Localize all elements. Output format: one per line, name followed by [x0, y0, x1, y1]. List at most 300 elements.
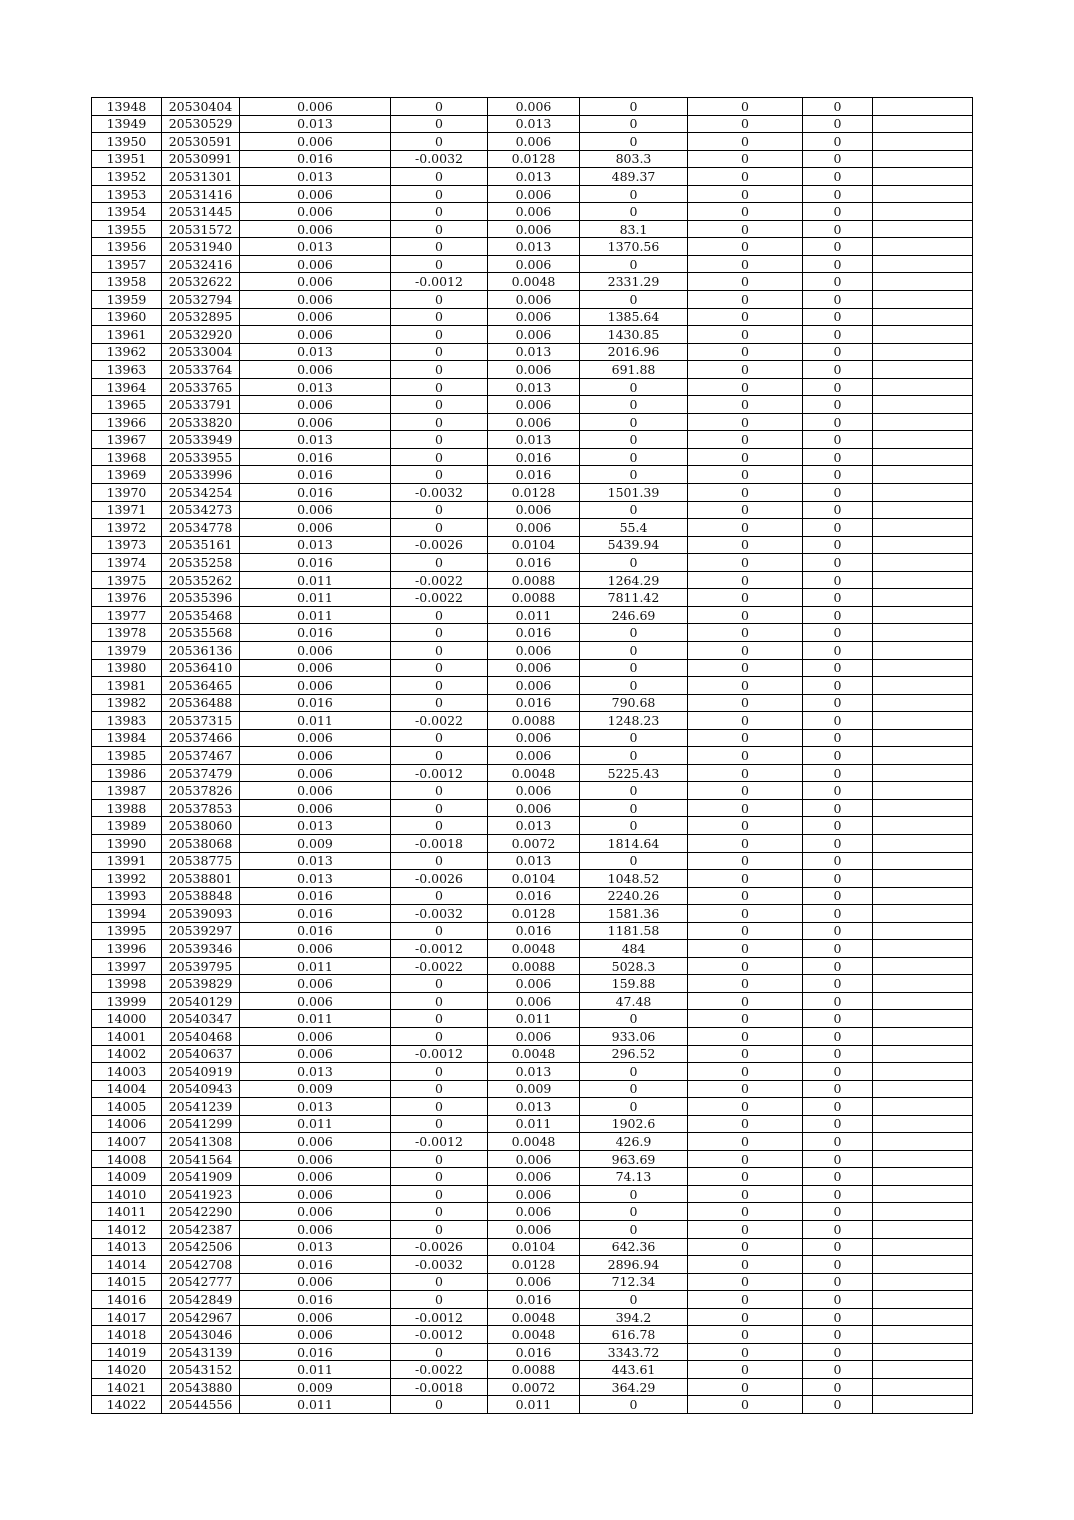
table-cell: 13957	[92, 255, 162, 273]
table-cell: 0	[803, 782, 873, 800]
table-cell: 0	[688, 1168, 803, 1186]
table-cell: 0	[688, 659, 803, 677]
table-cell: 0	[391, 1185, 488, 1203]
table-cell: 20543139	[162, 1343, 240, 1361]
table-cell	[873, 992, 973, 1010]
table-cell: 0	[580, 185, 688, 203]
table-cell: 0	[803, 326, 873, 344]
table-cell: 0	[688, 98, 803, 116]
table-cell: -0.0012	[391, 1133, 488, 1151]
table-row	[92, 378, 973, 396]
table-cell: 616.78	[580, 1326, 688, 1344]
table-cell: 0	[391, 220, 488, 238]
table-cell: 0	[803, 1080, 873, 1098]
table-cell: 13981	[92, 677, 162, 695]
table-cell: 0	[688, 712, 803, 730]
table-cell	[873, 431, 973, 449]
table-cell: 0	[803, 1168, 873, 1186]
table-row	[92, 992, 973, 1010]
table-cell: 13983	[92, 712, 162, 730]
table-cell: 0	[688, 1133, 803, 1151]
table-cell: 0	[688, 291, 803, 309]
table-cell: 0	[803, 220, 873, 238]
table-cell: 0.006	[488, 782, 580, 800]
table-cell: 83.1	[580, 220, 688, 238]
table-cell: 20538060	[162, 817, 240, 835]
table-cell: -0.0022	[391, 712, 488, 730]
table-cell: 0.006	[240, 220, 391, 238]
table-cell: 0	[391, 641, 488, 659]
table-cell: 0	[391, 361, 488, 379]
table-row	[92, 413, 973, 431]
table-cell: 0	[391, 1115, 488, 1133]
table-cell: 0.0088	[488, 957, 580, 975]
table-cell: 0.006	[488, 729, 580, 747]
table-cell: 20531301	[162, 168, 240, 186]
table-row	[92, 308, 973, 326]
table-cell: 0	[803, 1203, 873, 1221]
table-cell	[873, 571, 973, 589]
table-cell: 394.2	[580, 1308, 688, 1326]
table-cell: 0.006	[240, 519, 391, 537]
table-cell	[873, 1378, 973, 1396]
table-cell: 13990	[92, 834, 162, 852]
table-cell	[873, 922, 973, 940]
table-row	[92, 536, 973, 554]
table-cell	[873, 1326, 973, 1344]
table-cell: 1370.56	[580, 238, 688, 256]
table-row	[92, 624, 973, 642]
table-cell	[873, 940, 973, 958]
table-cell	[873, 1291, 973, 1309]
table-cell: 0	[391, 729, 488, 747]
table-cell: 0	[803, 536, 873, 554]
table-cell: 0	[688, 747, 803, 765]
table-cell: 13973	[92, 536, 162, 554]
table-cell: 0	[688, 694, 803, 712]
table-cell	[873, 1080, 973, 1098]
table-cell: 13974	[92, 554, 162, 572]
table-cell: 0.006	[488, 747, 580, 765]
table-cell: 0.013	[488, 343, 580, 361]
table-cell: 0	[688, 870, 803, 888]
table-cell: 0	[803, 238, 873, 256]
table-cell: 0	[580, 1203, 688, 1221]
table-cell: -0.0012	[391, 273, 488, 291]
table-cell: 0	[803, 729, 873, 747]
table-cell: 0.016	[488, 624, 580, 642]
table-cell: 0	[688, 484, 803, 502]
table-cell: -0.0026	[391, 1238, 488, 1256]
table-cell: 0	[391, 413, 488, 431]
table-cell: 20540468	[162, 1027, 240, 1045]
table-cell: 14009	[92, 1168, 162, 1186]
table-cell: 0	[688, 1080, 803, 1098]
table-cell: 0.009	[488, 1080, 580, 1098]
table-cell: 20530991	[162, 150, 240, 168]
table-cell: 13955	[92, 220, 162, 238]
table-row	[92, 133, 973, 151]
table-cell	[873, 817, 973, 835]
table-row	[92, 466, 973, 484]
table-cell: 0	[580, 413, 688, 431]
table-cell: 0	[580, 624, 688, 642]
table-cell: 0.013	[240, 852, 391, 870]
table-cell: 0.006	[488, 308, 580, 326]
table-cell: 0.013	[240, 1063, 391, 1081]
table-cell: 0	[803, 817, 873, 835]
table-cell: 0	[580, 729, 688, 747]
table-cell: 0	[688, 185, 803, 203]
table-cell: 0.006	[488, 133, 580, 151]
table-cell: 0.006	[488, 1150, 580, 1168]
table-cell: 2331.29	[580, 273, 688, 291]
table-row	[92, 238, 973, 256]
table-cell: 0.0128	[488, 905, 580, 923]
table-cell: 0	[688, 1326, 803, 1344]
table-cell: 0	[803, 1361, 873, 1379]
table-cell: 0	[580, 677, 688, 695]
table-cell	[873, 852, 973, 870]
table-row	[92, 1396, 973, 1414]
table-cell	[873, 343, 973, 361]
table-cell: 0	[803, 150, 873, 168]
table-cell: 0	[803, 1098, 873, 1116]
table-cell: 0	[688, 799, 803, 817]
table-cell: 0.016	[488, 922, 580, 940]
table-cell: 20541923	[162, 1185, 240, 1203]
table-cell: 5028.3	[580, 957, 688, 975]
table-row	[92, 1343, 973, 1361]
table-cell: 20539346	[162, 940, 240, 958]
table-cell: 0	[688, 852, 803, 870]
table-cell: 0.006	[240, 185, 391, 203]
table-cell: 0.006	[240, 799, 391, 817]
table-cell: 0	[803, 1027, 873, 1045]
table-cell: 0.006	[488, 185, 580, 203]
table-cell: 0	[803, 1010, 873, 1028]
table-cell: 0	[803, 396, 873, 414]
table-cell: 0	[803, 764, 873, 782]
table-cell: 0.011	[240, 1361, 391, 1379]
table-cell: 13980	[92, 659, 162, 677]
table-cell: 159.88	[580, 975, 688, 993]
table-cell: 14019	[92, 1343, 162, 1361]
table-cell: 0	[803, 501, 873, 519]
table-cell: 933.06	[580, 1027, 688, 1045]
table-cell: 20536136	[162, 641, 240, 659]
table-cell: 55.4	[580, 519, 688, 537]
table-cell: 20537826	[162, 782, 240, 800]
table-row	[92, 1221, 973, 1239]
table-cell: 0	[391, 817, 488, 835]
table-cell: 5225.43	[580, 764, 688, 782]
table-cell: 0	[688, 1291, 803, 1309]
table-cell: 0.0128	[488, 484, 580, 502]
table-cell: 0	[688, 238, 803, 256]
table-cell: 443.61	[580, 1361, 688, 1379]
table-cell: 0.011	[488, 1396, 580, 1414]
table-cell: 0	[391, 185, 488, 203]
table-cell	[873, 308, 973, 326]
table-cell: 0	[803, 1326, 873, 1344]
table-cell: 0	[803, 484, 873, 502]
table-cell: 0	[580, 782, 688, 800]
table-row	[92, 799, 973, 817]
table-cell: 0	[688, 168, 803, 186]
table-cell: 0.006	[240, 1203, 391, 1221]
table-cell: 20538848	[162, 887, 240, 905]
table-cell: 0.013	[488, 852, 580, 870]
table-cell: 13951	[92, 150, 162, 168]
table-cell: 0.0048	[488, 1308, 580, 1326]
table-cell: 0	[688, 975, 803, 993]
table-cell: 0.006	[488, 396, 580, 414]
table-cell: 0.013	[488, 817, 580, 835]
table-cell: 0	[688, 431, 803, 449]
table-cell: 0	[391, 1098, 488, 1116]
table-cell: 0.016	[488, 466, 580, 484]
table-cell: 0.009	[240, 1080, 391, 1098]
table-cell: 0.013	[488, 168, 580, 186]
table-cell: 14003	[92, 1063, 162, 1081]
table-cell: 0	[580, 448, 688, 466]
table-cell: 13982	[92, 694, 162, 712]
table-cell	[873, 150, 973, 168]
table-cell: 0.006	[488, 1185, 580, 1203]
table-cell: 790.68	[580, 694, 688, 712]
table-cell: 0	[580, 203, 688, 221]
table-cell: 0.016	[240, 905, 391, 923]
table-cell: 0.016	[488, 1291, 580, 1309]
table-cell: 0.016	[240, 466, 391, 484]
table-cell: 0	[580, 291, 688, 309]
table-cell: 0.006	[240, 1221, 391, 1239]
table-cell: 0	[803, 466, 873, 484]
table-cell: 20535262	[162, 571, 240, 589]
table-cell: 0	[391, 448, 488, 466]
table-cell: 0.006	[240, 203, 391, 221]
table-cell	[873, 887, 973, 905]
table-cell: 13989	[92, 817, 162, 835]
table-cell	[873, 624, 973, 642]
table-row	[92, 817, 973, 835]
table-cell: 0	[688, 1221, 803, 1239]
table-cell: 2896.94	[580, 1256, 688, 1274]
table-cell: 20540919	[162, 1063, 240, 1081]
table-cell: 13975	[92, 571, 162, 589]
table-cell: 0.011	[488, 1115, 580, 1133]
table-cell: 0	[803, 431, 873, 449]
table-cell: 20533955	[162, 448, 240, 466]
table-cell: 0	[803, 905, 873, 923]
table-cell: 0	[391, 238, 488, 256]
table-cell: 0	[803, 554, 873, 572]
table-cell: 2240.26	[580, 887, 688, 905]
table-cell: 2016.96	[580, 343, 688, 361]
table-cell: 13978	[92, 624, 162, 642]
table-row	[92, 519, 973, 537]
table-cell: -0.0032	[391, 484, 488, 502]
table-cell: 0	[803, 799, 873, 817]
table-cell: 13993	[92, 887, 162, 905]
table-cell: 0.006	[240, 98, 391, 116]
table-cell	[873, 1168, 973, 1186]
table-cell: 13958	[92, 273, 162, 291]
table-cell: 0	[391, 1291, 488, 1309]
table-cell: 0.006	[240, 361, 391, 379]
table-cell: 0	[688, 992, 803, 1010]
table-cell: 0.016	[240, 624, 391, 642]
table-cell: 0	[803, 1063, 873, 1081]
table-cell: 13988	[92, 799, 162, 817]
table-cell: 0	[803, 413, 873, 431]
table-cell: 20530529	[162, 115, 240, 133]
table-cell	[873, 448, 973, 466]
table-cell: 0.011	[240, 712, 391, 730]
table-cell: 0.006	[240, 940, 391, 958]
table-row	[92, 273, 973, 291]
table-cell: 13997	[92, 957, 162, 975]
table-cell: 0	[688, 115, 803, 133]
table-cell: 0.006	[240, 677, 391, 695]
table-cell: 0	[803, 168, 873, 186]
table-cell: 0.0048	[488, 1326, 580, 1344]
table-cell: 0.016	[240, 922, 391, 940]
table-cell: 20537466	[162, 729, 240, 747]
table-cell: 0	[580, 255, 688, 273]
table-cell: 13987	[92, 782, 162, 800]
table-cell: 20533765	[162, 378, 240, 396]
table-cell	[873, 694, 973, 712]
table-cell: 20532794	[162, 291, 240, 309]
table-cell: 0	[688, 1396, 803, 1414]
table-cell: 0.016	[240, 694, 391, 712]
table-cell: 14021	[92, 1378, 162, 1396]
table-cell: 20538775	[162, 852, 240, 870]
table-cell: 14022	[92, 1396, 162, 1414]
table-row	[92, 554, 973, 572]
table-cell: 0	[803, 308, 873, 326]
table-cell: 0	[803, 1150, 873, 1168]
table-cell: 0	[391, 115, 488, 133]
table-cell: 0	[391, 1273, 488, 1291]
table-cell: 0	[391, 378, 488, 396]
table-cell	[873, 378, 973, 396]
table-cell: 20532416	[162, 255, 240, 273]
table-cell	[873, 1115, 973, 1133]
table-cell	[873, 957, 973, 975]
table-cell: 20531416	[162, 185, 240, 203]
table-cell: 0.006	[488, 1203, 580, 1221]
table-cell: 0	[803, 1256, 873, 1274]
table-cell: 0.011	[240, 1396, 391, 1414]
table-cell: 0.016	[488, 694, 580, 712]
table-cell: 0.0048	[488, 1133, 580, 1151]
table-cell: 0	[688, 677, 803, 695]
table-cell: 0.006	[240, 764, 391, 782]
table-cell: 0	[688, 624, 803, 642]
table-row	[92, 1098, 973, 1116]
table-cell: 0	[803, 887, 873, 905]
table-cell: 0	[688, 571, 803, 589]
table-cell	[873, 606, 973, 624]
table-cell: 20534778	[162, 519, 240, 537]
table-cell: 0	[803, 133, 873, 151]
table-cell: 20533004	[162, 343, 240, 361]
table-cell: 7811.42	[580, 589, 688, 607]
table-cell: 13992	[92, 870, 162, 888]
table-cell: 0	[803, 1378, 873, 1396]
table-cell: 13948	[92, 98, 162, 116]
table-cell: 0	[391, 203, 488, 221]
table-cell	[873, 1010, 973, 1028]
table-cell: 0	[391, 1343, 488, 1361]
table-cell: 0	[580, 501, 688, 519]
table-row	[92, 1378, 973, 1396]
table-cell: 13967	[92, 431, 162, 449]
table-cell: 1430.85	[580, 326, 688, 344]
table-cell: 20541239	[162, 1098, 240, 1116]
table-cell: 0	[580, 554, 688, 572]
table-cell: 0	[580, 115, 688, 133]
table-cell: 0.0048	[488, 940, 580, 958]
table-cell: 20544556	[162, 1396, 240, 1414]
table-row	[92, 1308, 973, 1326]
table-cell: 13999	[92, 992, 162, 1010]
table-row	[92, 1168, 973, 1186]
table-cell: 0.016	[240, 150, 391, 168]
table-cell: 0.013	[240, 168, 391, 186]
table-cell: 0	[688, 834, 803, 852]
table-cell: 0.006	[488, 98, 580, 116]
table-cell: 20532622	[162, 273, 240, 291]
table-cell: 3343.72	[580, 1343, 688, 1361]
table-cell: 0	[688, 308, 803, 326]
table-cell: 0.006	[488, 641, 580, 659]
table-cell: 20533996	[162, 466, 240, 484]
table-cell: 0	[580, 396, 688, 414]
table-row	[92, 1185, 973, 1203]
table-cell	[873, 677, 973, 695]
table-cell: 13998	[92, 975, 162, 993]
table-cell: 13994	[92, 905, 162, 923]
table-cell: -0.0018	[391, 834, 488, 852]
table-cell: 0.0048	[488, 764, 580, 782]
table-cell: 13954	[92, 203, 162, 221]
table-cell: 14002	[92, 1045, 162, 1063]
table-cell: 0	[391, 852, 488, 870]
table-cell: 0.006	[240, 326, 391, 344]
table-cell: 20540129	[162, 992, 240, 1010]
table-cell: 0.006	[240, 1150, 391, 1168]
table-cell: 14004	[92, 1080, 162, 1098]
table-cell: 0	[803, 659, 873, 677]
table-cell: 1264.29	[580, 571, 688, 589]
table-cell: 246.69	[580, 606, 688, 624]
table-cell: 20537853	[162, 799, 240, 817]
table-row	[92, 729, 973, 747]
table-cell: 20537315	[162, 712, 240, 730]
table-cell: 0.016	[240, 484, 391, 502]
table-cell: 0.006	[488, 975, 580, 993]
table-row	[92, 361, 973, 379]
table-cell: 20537467	[162, 747, 240, 765]
table-row	[92, 922, 973, 940]
table-cell: 20541308	[162, 1133, 240, 1151]
table-cell: 20536488	[162, 694, 240, 712]
table-row	[92, 1361, 973, 1379]
